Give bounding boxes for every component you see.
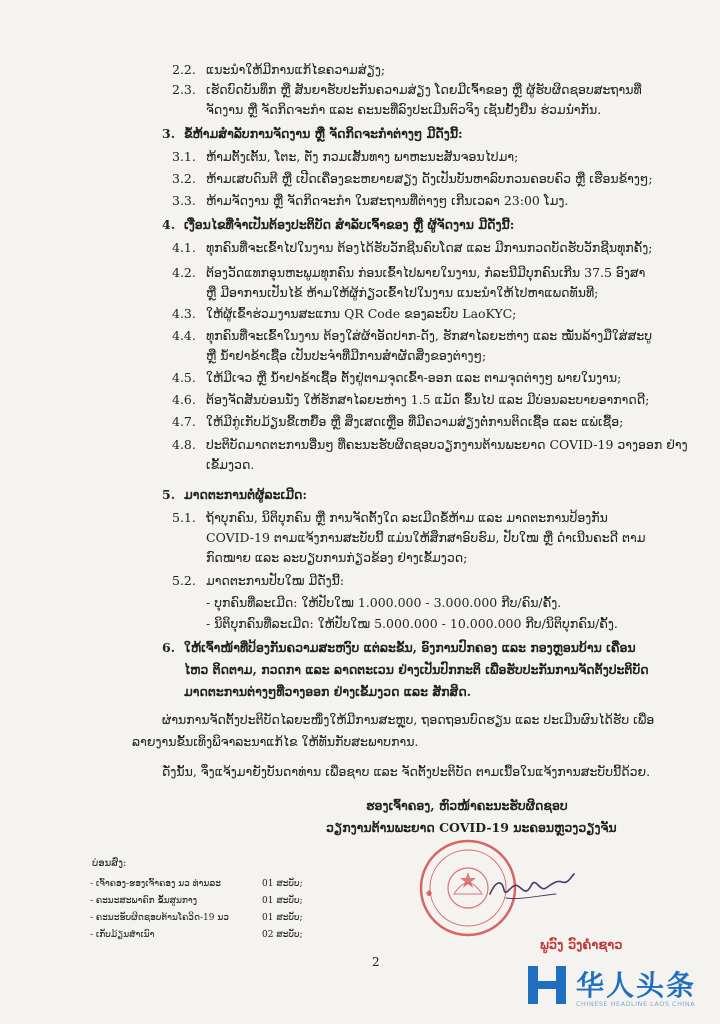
item-text: ຫຼື ມີອາການເປັນໄຂ້ ຫ້າມໃຫ້ຜູ້ກ່ຽວເຂົ້າໄປໃນງານ ແນະນຳໃຫ້ໄປຫາແພດທັນທີ; bbox=[206, 285, 599, 300]
item-number: 2.2. bbox=[172, 62, 196, 77]
section-number: 5. bbox=[162, 487, 176, 502]
paragraph-text: ຜ່ານການຈັດຕັ້ງປະຕິບັດໄລຍະໜຶ່ງໃຫ້ມີການສະຫຼຸບ, ຖອດຖອນບົດຮຽນ ແລະ ປະເມີນຜົນໄດ້ຮັບ ເພື່ອ bbox=[162, 712, 655, 727]
signatory-name: ພູວົງ ວົງຄຳຊາວ bbox=[540, 938, 623, 953]
brand-logo-icon bbox=[524, 962, 570, 1008]
section-number: 4. bbox=[162, 217, 176, 232]
paragraph-text: ດັ່ງນັ້ນ, ຈຶ່ງແຈ້ງມາຍັງບັນດາທ່ານ ເພື່ອຊາບ ແລະ ຈັດຕັ້ງປະຕິບັດ ຕາມເນື້ອໃນແຈ້ງການສະບັບນີ້ດ້ວຍ. bbox=[162, 764, 651, 779]
section-title: ຂໍ້ຫ້າມສຳລັບການຈັດງານ ຫຼື ຈັດກິດຈະກຳຕ່າງໆ ມີດັ່ງນີ້: bbox=[184, 126, 463, 141]
item-text: ແນະນຳໃຫ້ມີການແກ້ໄຂຄວາມສ່ຽງ; bbox=[206, 62, 386, 77]
distribution-recipient: - ເຈົ້າຄອງ-ຮອງເຈົ້າຄອງ ນວ ທ່ານລະ bbox=[90, 879, 221, 889]
brand-watermark bbox=[524, 958, 714, 1016]
item-text: ຫ້າມຕັ້ງເຕັ້ນ, ໂຕະ, ຕັ່ງ ກວມເສັ້ນທາງ ພາຫະນະສັນຈອນໄປມາ; bbox=[206, 149, 519, 164]
distribution-title: ບ່ອນສົ່ງ: bbox=[92, 858, 127, 869]
item-number: 4.6. bbox=[172, 392, 196, 407]
item-text: ໃຫ້ມີກູ່ເກັບມ້ຽນຂີ້ເຫຍື້ອ ຫຼື ສິ່ງເສດເຫຼືອ ທີ່ມີຄວາມສ່ຽງຕໍ່ການຕິດເຊື້ອ ແລະ ແພ່ເຊື້ອ; bbox=[206, 414, 624, 429]
item-text: ຫຼື ນ້ຳຢາຂ້າເຊື້ອ ເປັນປະຈຳທີ່ມີການສຳຜັດສິ່ງຂອງຕ່າງໆ; bbox=[206, 348, 487, 363]
signatory-organization: ວຽກງານຕ້ານພະຍາດ COVID-19 ນະຄອນຫຼວງວຽງຈັນ bbox=[326, 820, 617, 835]
section-title: ເງື່ອນໄຂທີ່ຈຳເປັນຕ້ອງປະຕິບັດ ສຳລັບເຈົ້າຂອງ ຫຼື ຜູ້ຈັດງານ ມີດັ່ງນີ້: bbox=[184, 217, 515, 232]
item-text: ທຸກຄົນທີ່ຈະເຂົ້າໃນງານ ຕ້ອງໃສ່ຜ້າອັດປາກ-ດັງ, ຮັກສາໄລຍະຫ່າງ ແລະ ໝັ່ນລ້າງມືໃສ່ສະບູ bbox=[206, 328, 653, 343]
distribution-copies: 01 ສະບັບ; bbox=[262, 896, 303, 906]
item-text: ຕ້ອງວັດແທກອຸນຫະພູມທຸກຄົນ ກ່ອນເຂົ້າໄປພາຍໃນງານ, ກໍລະນີມີບຸກຄົນເກີນ 37.5 ອົງສາ bbox=[206, 265, 646, 280]
item-number: 3.1. bbox=[172, 149, 196, 164]
signatory-title: ຮອງເຈົ້າຄອງ, ຫົວໜ້າຄະນະຮັບຜິດຊອບ bbox=[366, 798, 568, 813]
item-text: COVID-19 ຕາມແຈ້ງການສະບັບນີ້ ແມ່ນໃຫ້ສຶກສາອົບຮົມ, ປັບໃໝ ຫຼື ດຳເນີນຄະດີ ຕາມ bbox=[206, 530, 646, 545]
distribution-copies: 02 ສະບັບ; bbox=[262, 930, 303, 940]
item-number: 4.1. bbox=[172, 240, 196, 255]
item-number: 2.3. bbox=[172, 82, 196, 97]
item-number: 5.1. bbox=[172, 510, 196, 525]
distribution-recipient: - ເກັບມ້ຽນສຳເນົາ bbox=[90, 930, 155, 940]
section-text: ໄຫວ ຕິດຕາມ, ກວດກາ ແລະ ລາດຕະເວນ ຢ່າງເປັນປົກກະຕິ ເພື່ອຮັບປະກັນການຈັດຕັ້ງປະຕິບັດ bbox=[184, 662, 649, 677]
section-text: ມາດຕະການຕ່າງໆທີ່ວາງອອກ ຢ່າງເຂັ້ມງວດ ແລະ ສັກສິດ. bbox=[184, 684, 472, 699]
page-number: 2 bbox=[372, 955, 380, 969]
handwritten-signature-icon bbox=[486, 870, 576, 904]
item-number: 4.7. bbox=[172, 414, 196, 429]
item-text: ມາດຕະການປັບໃໝ ມີດັ່ງນີ້: bbox=[206, 573, 345, 588]
brand-name: 华人头条 bbox=[576, 969, 697, 1002]
item-number: 3.3. bbox=[172, 193, 196, 208]
distribution-recipient: - ຄະນະຮັບຜິດຊອບຕ້ານໂຄວິດ-19 ນວ bbox=[90, 913, 229, 923]
paragraph-text: ລາຍງານຂັ້ນເທິງພິຈາລະນາແກ້ໄຂ ໃຫ້ທັນກັບສະພາບການ. bbox=[132, 734, 419, 749]
distribution-recipient: - ຄະນະສະພາຄົກ ຂັ້ນສູນກາງ bbox=[90, 896, 198, 906]
item-text: ໃຫ້ມີເຈວ ຫຼື ນ້ຳຢາຂ້າເຊື້ອ ຕັ້ງຢູ່ຕາມຈຸດເຂົ້າ-ອອກ ແລະ ຕາມຈຸດຕ່າງໆ ພາຍໃນງານ; bbox=[206, 370, 622, 385]
section-number: 6. bbox=[162, 640, 176, 655]
section-text: ໃຫ້ເຈົ້າໜ້າທີ່ປ້ອງກັນຄວາມສະຫງົບ ແຕ່ລະຂັ້ນ, ອົງການປົກຄອງ ແລະ ກອງຫຼອນບ້ານ ເຄື່ອນ bbox=[184, 640, 636, 655]
item-text: ໃຫ້ຜູ້ເຂົ້າຮ່ວມງານສະແກນ QR Code ຂອງລະບົບ LaoKYC; bbox=[206, 306, 517, 321]
item-text: ຕ້ອງຈັດສັນບ່ອນນັ່ງ ໃຫ້ຮັກສາໄລຍະຫ່າງ 1.5 ແມັດ ຂຶ້ນໄປ ແລະ ມີບ່ອນລະບາຍອາກາດດີ; bbox=[206, 392, 650, 407]
item-number: 4.5. bbox=[172, 370, 196, 385]
item-text: ເຮັດບົດບັນທຶກ ຫຼື ສັນຍາຮັບປະກັນຄວາມສ່ຽງ ໂດຍມີເຈົ້າຂອງ ຫຼື ຜູ້ຮັບຜິດຊອບສະຖານທີ່ bbox=[206, 82, 642, 97]
item-number: 4.3. bbox=[172, 306, 196, 321]
brand-subtitle: CHINESE HEADLINE LAOS CHINA bbox=[576, 1000, 696, 1008]
item-number: 5.2. bbox=[172, 573, 196, 588]
item-text: ເຂັ້ມງວດ. bbox=[206, 457, 255, 472]
distribution-copies: 01 ສະບັບ; bbox=[262, 913, 303, 923]
item-text: ທຸກຄົນທີ່ຈະເຂົ້າໄປໃນງານ ຕ້ອງໄດ້ຮັບວັກຊີນຄົບໂດສ ແລະ ມີການກວດບັດຮັບວັກຊີນທຸກຄັ້ງ; bbox=[206, 240, 653, 255]
item-number: 3.2. bbox=[172, 171, 196, 186]
item-text: ຖ້າບຸກຄົນ, ນິຕິບຸກຄົນ ຫຼື ການຈັດຕັ້ງໃດ ລະເມີດຂໍ້ຫ້າມ ແລະ ມາດຕະການປ້ອງກັນ bbox=[206, 510, 608, 525]
item-number: 4.4. bbox=[172, 328, 196, 343]
section-number: 3. bbox=[162, 126, 176, 141]
item-text: - ນິຕິບຸກຄົນທີ່ລະເມີດ: ໃຫ້ປັບໃໝ 5.000.000 - 10.000.000 ກີບ/ນິຕິບຸກຄົນ/ຄັ້ງ. bbox=[206, 616, 618, 631]
item-text: ຈັດງານ ຫຼື ຈັດກິດຈະກຳ ແລະ ຄະນະທີ່ລົງປະເມີນຕົວຈິງ ເຊັນຢັ້ງຢືນ ຮ່ວມນຳກັນ. bbox=[206, 102, 602, 117]
item-text: ຫ້າມຈັດງານ ຫຼື ຈັດກິດຈະກຳ ໃນສະຖານທີ່ຕ່າງໆ ເກີນເວລາ 23:00 ໂມງ. bbox=[206, 193, 569, 208]
item-number: 4.8. bbox=[172, 437, 196, 452]
item-number: 4.2. bbox=[172, 265, 196, 280]
item-text: ຫ້າມເສບດົນຕີ ຫຼື ເປີດເຄື່ອງຂະຫຍາຍສຽງ ດັງເປັນບັນຫາລົບກວນຄອບຄົວ ຫຼື ເຮືອນຂ້າງໆ; bbox=[206, 171, 653, 186]
section-title: ມາດຕະການຕໍ່ຜູ້ລະເມີດ: bbox=[184, 487, 307, 502]
item-text: ກົດໝາຍ ແລະ ລະບຽບການກ່ຽວຂ້ອງ ຢ່າງເຂັ້ມງວດ; bbox=[206, 550, 468, 565]
item-text: ປະຕິບັດມາດຕະການອື່ນໆ ທີ່ຄະນະຮັບຜິດຊອບວຽກງານຕ້ານພະຍາດ COVID-19 ວາງອອກ ຢ່າງ bbox=[206, 437, 688, 452]
distribution-copies: 01 ສະບັບ; bbox=[262, 879, 303, 889]
item-text: - ບຸກຄົນທີ່ລະເມີດ: ໃຫ້ປັບໃໝ 1.000.000 - 3.000.000 ກີບ/ຄົນ/ຄັ້ງ. bbox=[206, 595, 562, 610]
